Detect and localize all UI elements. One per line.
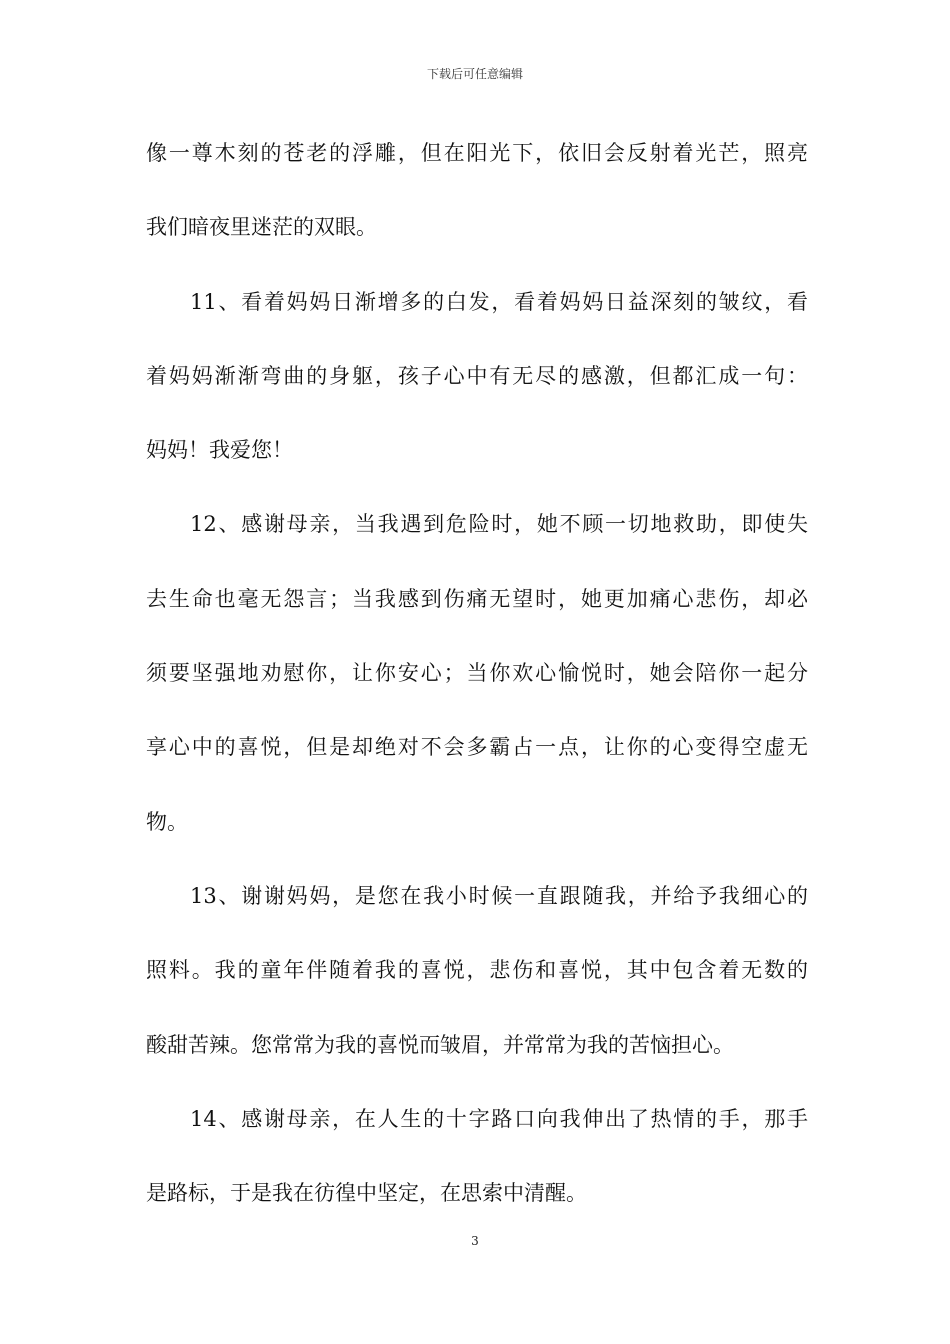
text-line: 酸甜苦辣。您常常为我的喜悦而皱眉，并常常为我的苦恼担心。 bbox=[146, 1032, 734, 1057]
text-line: 须要坚强地劝慰你，让你安心；当你欢心愉悦时，她会陪你一起分 bbox=[146, 661, 808, 686]
paragraph-start-line: 13、谢谢妈妈，是您在我小时候一直跟随我，并给予我细心的 bbox=[190, 883, 808, 908]
text-line: 妈妈！我爱您！ bbox=[146, 438, 293, 463]
text-line: 照料。我的童年伴随着我的喜悦，悲伤和喜悦，其中包含着无数的 bbox=[146, 958, 808, 983]
text-line: 像一尊木刻的苍老的浮雕，但在阳光下，依旧会反射着光芒，照亮 bbox=[146, 141, 808, 165]
text-line: 物。 bbox=[146, 809, 188, 834]
page-header bbox=[0, 66, 950, 82]
document-body bbox=[146, 116, 808, 1230]
page-number: 3 bbox=[471, 1234, 479, 1248]
paragraph-start-line: 12、感谢母亲，当我遇到危险时，她不顾一切地救助，即使失 bbox=[190, 512, 808, 537]
page-footer bbox=[0, 1233, 950, 1249]
text-line: 着妈妈渐渐弯曲的身躯，孩子心中有无尽的感激，但都汇成一句： bbox=[146, 363, 808, 388]
text-line: 去生命也毫无怨言；当我感到伤痛无望时，她更加痛心悲伤，却必 bbox=[146, 586, 808, 611]
header-text: 下载后可任意编辑 bbox=[426, 67, 523, 81]
paragraph-start-line: 14、感谢母亲，在人生的十字路口向我伸出了热情的手，那手 bbox=[190, 1106, 808, 1131]
text-line: 我们暗夜里迷茫的双眼。 bbox=[146, 215, 377, 240]
paragraph-start-line: 11、看着妈妈日渐增多的白发，看着妈妈日益深刻的皱纹，看 bbox=[190, 289, 808, 314]
text-line: 是路标，于是我在彷徨中坚定，在思索中清醒。 bbox=[146, 1181, 587, 1206]
text-line: 享心中的喜悦，但是却绝对不会多霸占一点，让你的心变得空虚无 bbox=[146, 735, 808, 760]
